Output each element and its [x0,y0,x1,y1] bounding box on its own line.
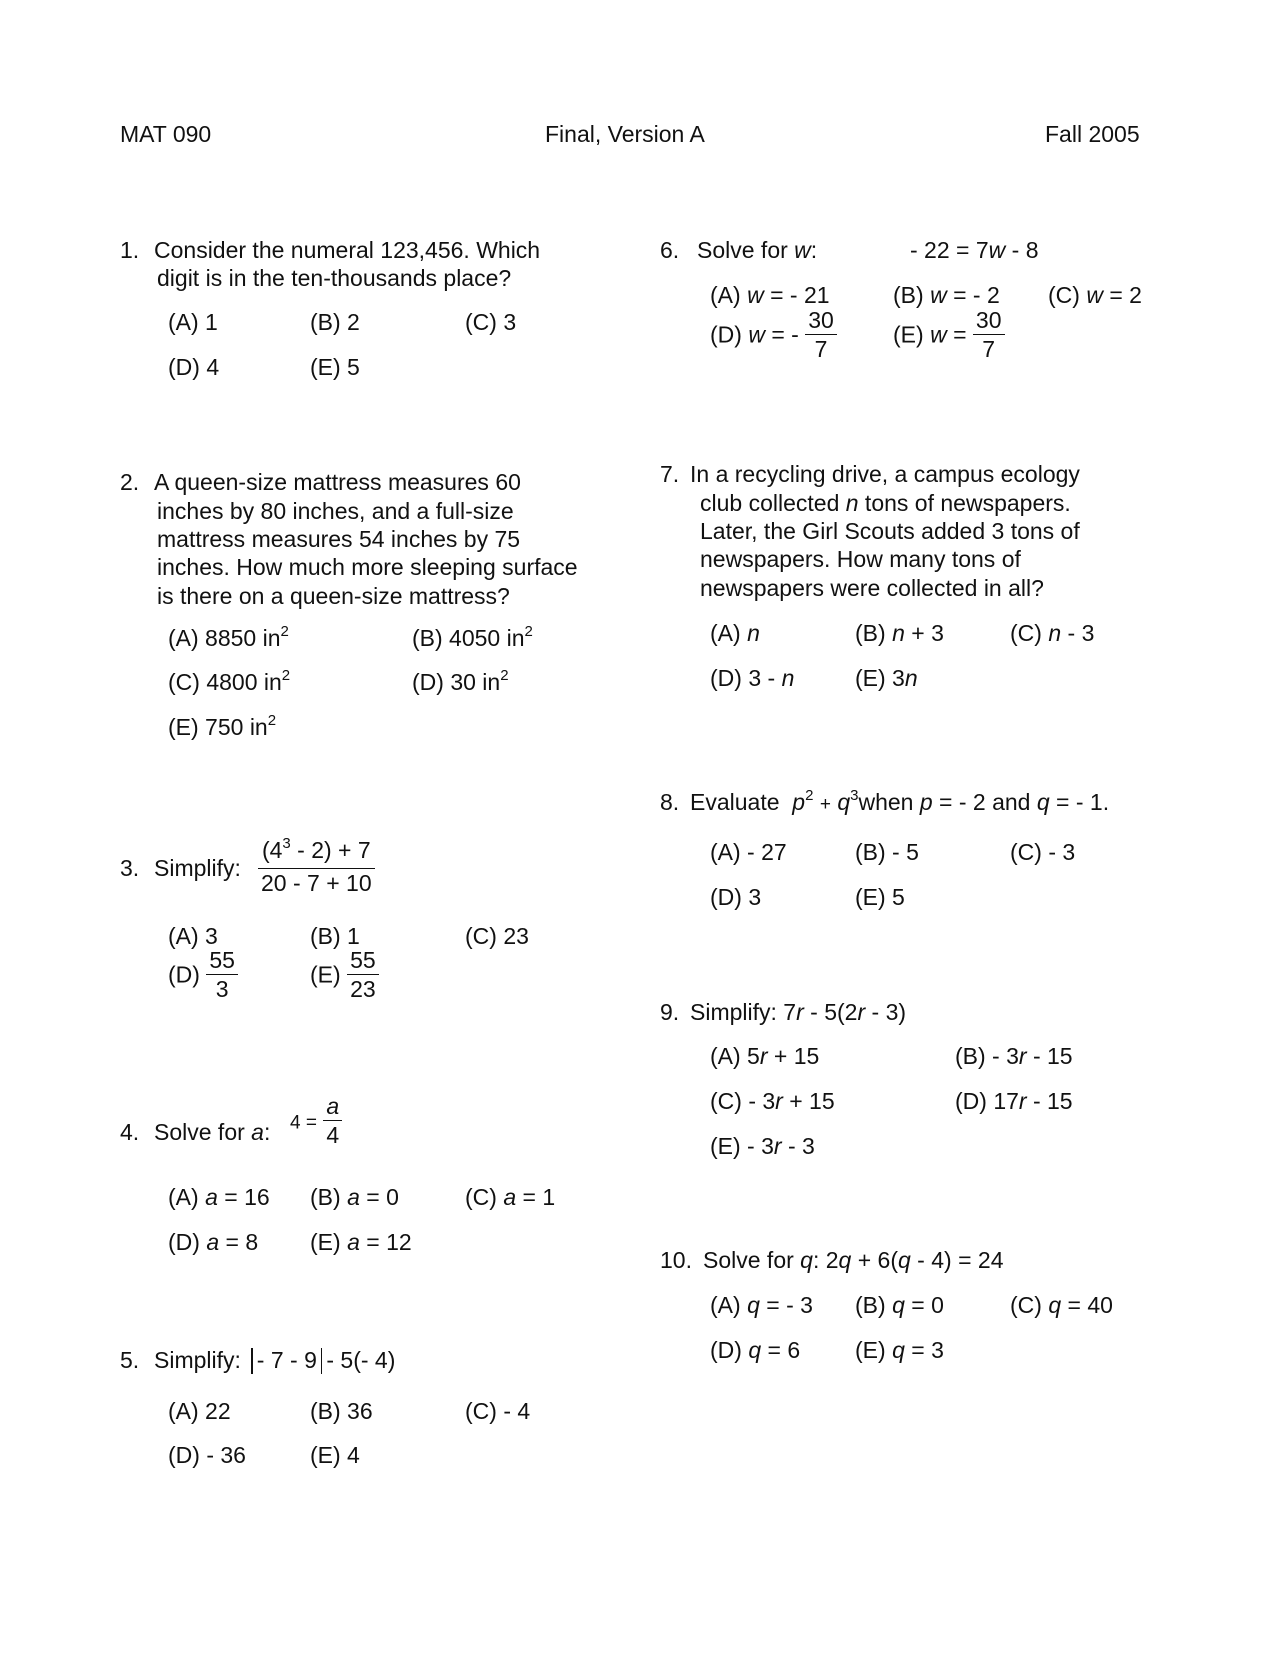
choice-e: (E) 5 [855,884,905,910]
choice-e: (E) w = $\frac{30}{7}$ [893,308,1005,365]
question-number: 4. [120,1119,140,1145]
question-text: inches by 80 inches, and a full-size [157,498,514,524]
question-text: In a recycling drive, a campus ecology [690,461,1080,487]
question-label: Solve for w: [697,237,818,263]
choice-b: (B) - 5 [855,839,919,865]
choice-e: (E) 750 $in^2$ [168,712,277,740]
choice-b: (B) q = 0 [855,1292,944,1318]
question-number: 9. [660,999,680,1025]
question-label: Simplify: - 7 - 9 - 5(- 4) [154,1347,396,1373]
choice-d: (D) 3 - n [710,665,795,691]
question-number: 6. [660,237,680,263]
choice-e: (E) a = 12 [310,1229,412,1255]
question-number: 3. [120,855,140,881]
choice-e: (E) 4 [310,1442,360,1468]
choice-b: (B) n + 3 [855,620,944,646]
choice-b: (B) - 3r - 15 [955,1043,1073,1069]
choice-d: (D) $\frac{55}{3}$ [168,948,238,1005]
choice-d: (D) a = 8 [168,1229,259,1255]
choice-b: (B) w = - 2 [893,282,1000,308]
choice-c: (C) q = 40 [1010,1292,1113,1318]
choice-c: (C) n - 3 [1010,620,1095,646]
choice-a: (A) 1 [168,309,218,335]
choice-a: (A) q = - 3 [710,1292,813,1318]
choice-a: (A) a = 16 [168,1184,270,1210]
choice-d: (D) q = 6 [710,1337,801,1363]
choice-b: (B) 36 [310,1398,373,1424]
choice-b: (B) 4050 $in^2$ [412,623,533,651]
exam-title: Final, Version A [545,121,705,147]
equation: 4 = $\frac{a}{4}$ [290,1094,342,1151]
question-number: 5. [120,1347,140,1373]
choice-a: (A) 22 [168,1398,231,1424]
choice-d: (D) 17r - 15 [955,1088,1073,1114]
choice-c: (C) - 4 [465,1398,531,1424]
question-label: Simplify: [154,855,241,881]
question-text: Solve for q: 2q + 6(q - 4) = 24 [703,1247,1004,1273]
course-code: MAT 090 [120,121,212,147]
question-text: is there on a queen-size mattress? [157,583,510,609]
choice-e: (E) 5 [310,354,360,380]
question-text: Later, the Girl Scouts added 3 tons of [700,518,1080,544]
question-number: 1. [120,237,140,263]
choice-a: (A) 8850 $in^2$ [168,623,289,651]
question-text: digit is in the ten-thousands place? [157,265,512,291]
question-text: newspapers. How many tons of [700,546,1021,572]
question-text: Simplify: 7r - 5(2r - 3) [690,999,907,1025]
question-number: 8. [660,789,680,815]
choice-a: (A) w = - 21 [710,282,830,308]
equation: - 22 = 7w - 8 [910,237,1039,263]
choice-a: (A) 5r + 15 [710,1043,820,1069]
choice-e: (E) $\frac{55}{23}$ [310,948,379,1005]
question-number: 2. [120,469,140,495]
choice-c: (C) 3 [465,309,517,335]
question-text: A queen-size mattress measures 60 [154,469,521,495]
choice-b: (B) a = 0 [310,1184,399,1210]
question-number: 10. [660,1247,692,1273]
choice-e: (E) q = 3 [855,1337,944,1363]
choice-c: (C) a = 1 [465,1184,556,1210]
choice-c: (C) 4800 $in^2$ [168,667,291,695]
choice-d: (D) 3 [710,884,762,910]
question-text: mattress measures 54 inches by 75 [157,526,521,552]
choice-b: (B) 2 [310,309,360,335]
question-text: Evaluate $p^2$ + $q^3when$ p = - 2 and q = - 1. [690,787,1110,815]
choice-e: (E) - 3r - 3 [710,1133,815,1159]
question-number: 7. [660,461,680,487]
choice-c: (C) - 3r + 15 [710,1088,835,1114]
choice-a: (A) 3 [168,923,218,949]
expression-fraction: $\frac{(4^3 - 2) + 7}{20 - 7 + 10}$ [258,836,375,897]
question-text: club collected n tons of newspapers. [700,490,1071,516]
exam-term: Fall 2005 [1045,121,1140,147]
question-text: Consider the numeral 123,456. Which [154,237,541,263]
choice-e: (E) 3n [855,665,918,691]
choice-d: (D) 4 [168,354,220,380]
choice-c: (C) w = 2 [1048,282,1142,308]
choice-a: (A) n [710,620,760,646]
choice-d: (D) w = - $\frac{30}{7}$ [710,308,837,365]
choice-b: (B) 1 [310,923,360,949]
choice-a: (A) - 27 [710,839,787,865]
choice-c: (C) 23 [465,923,529,949]
choice-d: (D) 30 $in^2$ [412,667,509,695]
question-label: Solve for a: [154,1119,271,1145]
choice-c: (C) - 3 [1010,839,1076,865]
choice-d: (D) - 36 [168,1442,246,1468]
question-text: inches. How much more sleeping surface [157,554,578,580]
question-text: newspapers were collected in all? [700,575,1044,601]
